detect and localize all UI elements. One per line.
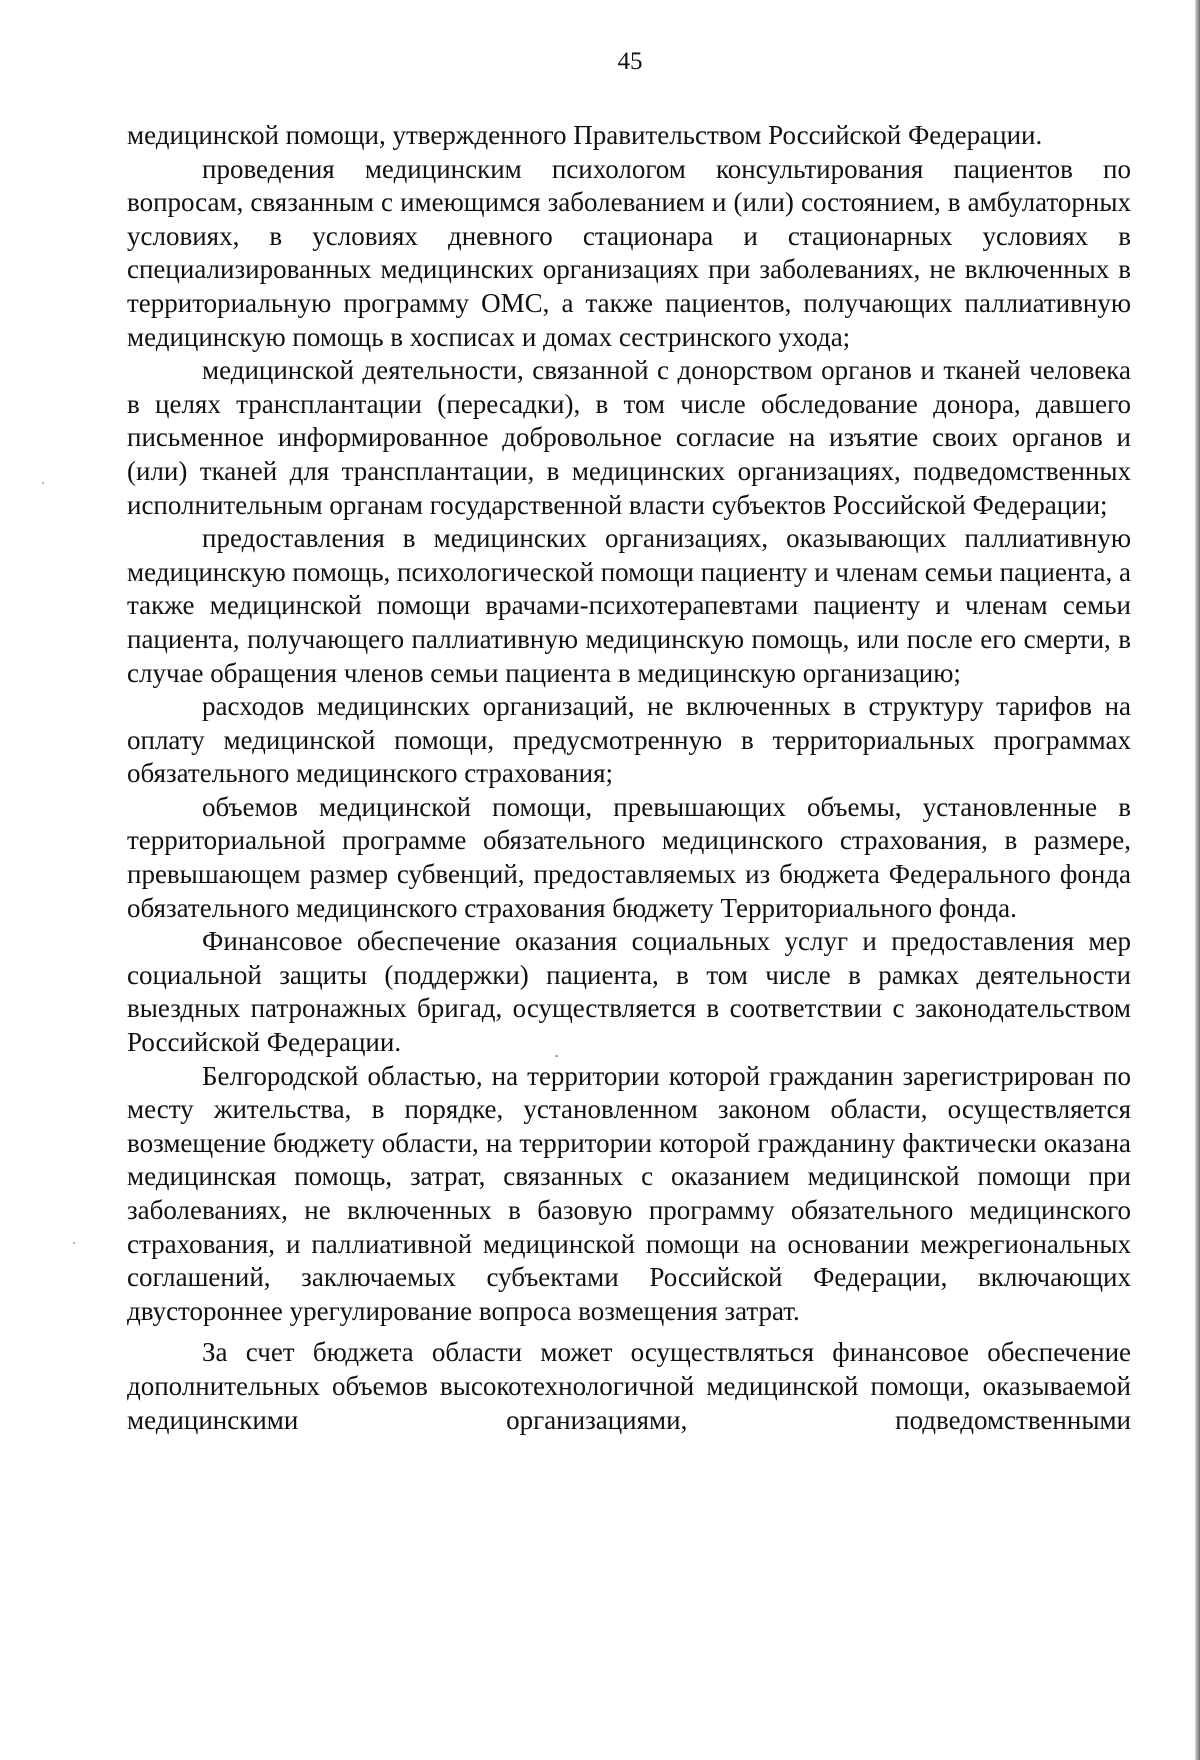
paragraph-high-tech-care: За счет бюджета области может осуществляться финансовое обеспечение дополнительных объемов высокотехнологичной медицинской помощи, оказываемой медицинскими организациями, подведомственными [127,1337,1131,1435]
paragraph-palliative-psychological-help: предоставления в медицинских организациях, оказывающих паллиативную медицинскую помощь, психологической помощи пациенту и членам семьи пациента, а также медицинской помощи врачами-психотерапевтами пациенту и членам семьи пациента, получающего паллиативную медицинскую помощь, или после его смерти, в случае обращения членов семьи пациента в медицинскую организацию; [127,523,1131,688]
paragraph-continuation: медицинской помощи, утвержденного Правительством Российской Федерации. [127,120,1043,150]
scan-edge [1195,0,1200,1760]
paragraph-exceeding-volumes: объемов медицинской помощи, превышающих объемы, установленные в территориальной программе обязательного медицинского страхования, в размере, превышающем размер субвенций, предоставляемых из бюджета Федерального фонда обязательного медицинского страхования бюджету Территориального фонда. [127,791,1131,923]
paragraph-expenses-not-in-tariffs: расходов медицинских организаций, не включенных в структуру тарифов на оплату медицинской помощи, предусмотренную в территориальных программах обязательного медицинского страхования; [127,691,1131,789]
body-text [127,119,1131,1437]
paragraph-social-services-financing: Финансовое обеспечение оказания социальных услуг и предоставления мер социальной защиты (поддержки) пациента, в том числе в рамках деятельности выездных патронажных бригад, осуществляется в соответствии с законодательством Российской Федерации. [127,926,1131,1058]
scan-speck [42,482,44,484]
paragraph-organ-donation: медицинской деятельности, связанной с донорством органов и тканей человека в целях трансплантации (пересадки), в том числе обследование донора, давшего письменное информированное добровольное согласие на изъятие своих органов и (или) тканей для трансплантации, в медицинских организациях, подведомственных исполнительным органам государственной власти субъектов Российской Федерации; [127,355,1131,520]
scan-speck [555,1055,558,1057]
scan-speck [73,1242,75,1244]
page-number: 45 [617,48,643,75]
paragraph-interregional-reimbursement: Белгородской областью, на территории которой гражданин зарегистрирован по месту жительства, в порядке, установленном законом области, осуществляется возмещение бюджету области, на территории которой гражданину фактически оказана медицинская помощь, затрат, связанных с оказанием медицинской помощи при заболеваниях, не включенных в базовую программу обязательного медицинского страхования, и паллиативной медицинской помощи на основании межрегиональных соглашений, заключаемых субъектами Российской Федерации, включающих двустороннее урегулирование вопроса возмещения затрат. [127,1060,1131,1326]
paragraph-psychologist-consulting: проведения медицинским психологом консультирования пациентов по вопросам, связанным с имеющимся заболеванием и (или) состоянием, в амбулаторных условиях, в условиях дневного стационара и стационарных условиях в специализированных медицинских организациях при заболеваниях, не включенных в территориальную программу ОМС, а также пациентов, получающих паллиативную медицинскую помощь в хосписах и домах сестринского ухода; [127,153,1131,352]
